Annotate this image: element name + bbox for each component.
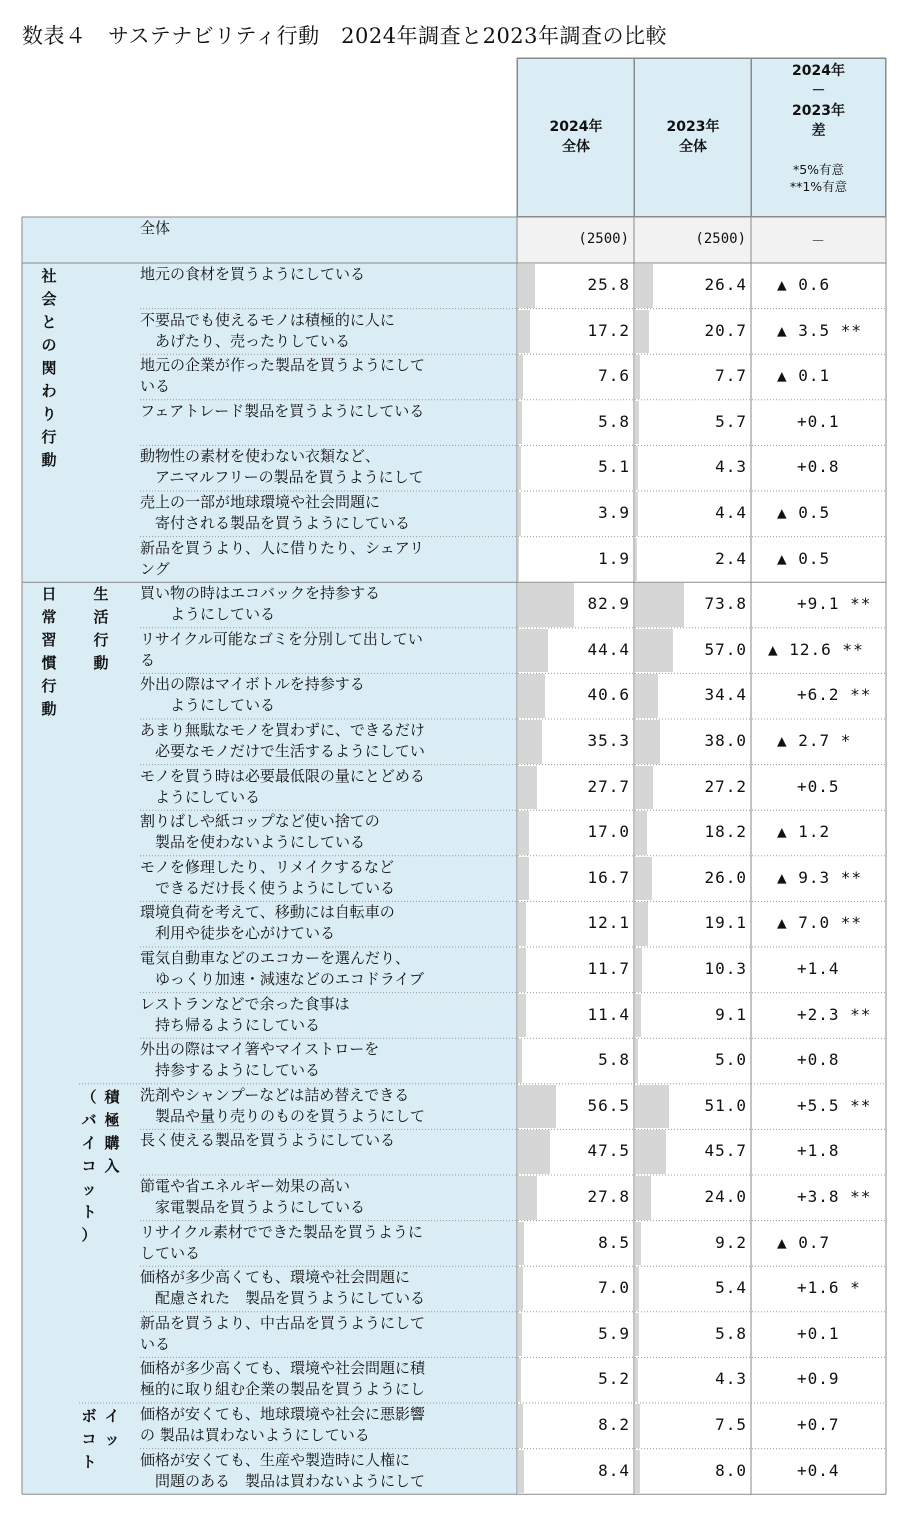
row-label-line: 価格が多少高くても、環境や社会問題に <box>140 1268 411 1287</box>
difference-value: +0.1 <box>797 1323 840 1343</box>
difference-value: +0.5 <box>797 776 840 796</box>
difference-value: ▲ 7.0 ** <box>777 913 863 933</box>
row-label-line: 新品を買うより、人に借りたり、シェアリ <box>140 538 425 557</box>
value-2023: 7.5 <box>715 1415 747 1434</box>
row-label-line: 電気自動車などのエコカーを選んだり、 <box>140 949 411 967</box>
row-label-line: ようにしている <box>140 696 276 715</box>
difference-value: +5.5 ** <box>797 1095 872 1115</box>
total-diff: － <box>811 234 826 250</box>
difference-value: ▲ 0.5 <box>777 503 831 522</box>
value-2024: 11.4 <box>587 1004 630 1024</box>
row-label-line: 価格が安くても、生産や製造時に人権に <box>140 1450 411 1469</box>
row-label-line: リサイクル素材でできた製品を買うように <box>140 1222 423 1241</box>
significance-note-5pct: *5%有意 <box>792 162 845 177</box>
header-2023-line1: 2023年 <box>666 119 720 135</box>
row-label-line: 環境負荷を考えて、移動には自転車の <box>140 903 395 922</box>
row-label-line: 新品を買うより、中古品を買うようにして <box>140 1313 426 1332</box>
value-2024: 5.8 <box>598 1050 630 1070</box>
value-2023: 27.2 <box>704 776 747 796</box>
row-label-line: 利用や徒歩を心がけている <box>140 924 336 943</box>
difference-value: +0.8 <box>797 1050 840 1070</box>
significance-note-1pct: **1%有意 <box>789 179 848 194</box>
difference-value: +9.1 ** <box>797 594 872 614</box>
row-label-line: ようにしている <box>140 787 261 806</box>
row-label-line: レストランなどで余った食事は <box>140 994 350 1013</box>
value-2024: 1.9 <box>598 548 630 568</box>
value-2023: 5.7 <box>715 411 747 431</box>
category-social-text: 社 会 と の 関 わ り 行 動 <box>41 267 57 469</box>
value-2024: 25.8 <box>587 275 630 294</box>
row-label-line: 寄付される製品を買うようにしている <box>140 514 411 532</box>
value-2024: 8.4 <box>598 1460 630 1480</box>
difference-value: +0.1 <box>797 411 840 431</box>
value-2024: 17.0 <box>587 822 630 842</box>
difference-value: +1.8 <box>797 1141 840 1161</box>
difference-value: +0.4 <box>797 1460 840 1480</box>
row-label-line: あげたり、売ったりしている <box>140 331 351 350</box>
value-2024: 16.7 <box>587 867 630 887</box>
difference-value: +1.4 <box>797 959 840 978</box>
value-2023: 5.4 <box>715 1278 747 1298</box>
difference-value: +0.8 <box>797 457 840 477</box>
row-label-line: 節電や省エネルギー効果の高い <box>140 1177 351 1195</box>
row-label-line: 製品や量り売りのものを買うようにして <box>140 1106 426 1125</box>
row-label-line: ようにしている <box>140 605 276 624</box>
value-2023: 26.4 <box>704 275 747 294</box>
value-2023: 24.0 <box>704 1187 747 1206</box>
row-label-line: している <box>140 1243 201 1262</box>
difference-value: +0.9 <box>797 1369 840 1389</box>
value-2023: 5.0 <box>715 1050 747 1070</box>
header-2024-line2: 全体 <box>562 139 590 155</box>
total-n-2023: (2500) <box>695 231 746 247</box>
table-grid-lines <box>22 58 886 1494</box>
row-label-line: 外出の際はマイ箸やマイストローを <box>140 1040 380 1059</box>
row-label-line: 価格が多少高くても、環境や社会問題に積 <box>140 1359 426 1378</box>
row-label-line: ゆっくり加速・減速などのエコドライブ <box>140 970 424 988</box>
value-2024: 27.7 <box>587 776 630 796</box>
value-2024: 17.2 <box>587 320 630 340</box>
row-label-line: 極的に取り組む企業の製品を買うようにし <box>140 1380 426 1399</box>
category-buycott-paren-text: （ バ イ コ ッ ト ） <box>81 1088 97 1244</box>
row-label-line: 外出の際はマイボトルを持参する <box>140 675 365 694</box>
row-label-line: 価格が安くても、地球環境や社会に悪影響 <box>140 1405 426 1423</box>
row-label-line: フェアトレード製品を買うようにしている <box>140 401 425 420</box>
row-label-line: モノを修理したり、リメイクするなど <box>140 857 394 876</box>
value-2023: 8.0 <box>715 1460 747 1480</box>
row-label-line: できるだけ長く使うようにしている <box>140 878 396 897</box>
value-2023: 45.7 <box>704 1141 747 1161</box>
difference-value: ▲ 0.6 <box>777 275 831 294</box>
value-2023: 38.0 <box>704 731 747 750</box>
value-2024: 12.1 <box>587 913 630 933</box>
row-label-line: 持ち帰るようにしている <box>140 1015 321 1034</box>
header-diff-line4: 差 <box>811 123 826 139</box>
difference-value: +2.3 ** <box>797 1004 872 1024</box>
value-2023: 4.3 <box>715 457 747 477</box>
header-diff-line3: 2023年 <box>792 103 845 119</box>
comparison-table <box>22 58 886 1494</box>
value-2024: 47.5 <box>587 1141 630 1161</box>
header-2023-line2: 全体 <box>679 139 707 155</box>
header-diff-line1: 2024年 <box>792 63 845 79</box>
difference-value: ▲ 2.7 * <box>777 731 852 750</box>
row-label-line: アニマルフリーの製品を買うようにして <box>140 468 424 487</box>
category-active-purchase-text: 積 極 購 入 <box>104 1088 120 1175</box>
category-boycott-b-text: イ ッ <box>104 1407 120 1448</box>
row-label-line: 長く使える製品を買うようにしている <box>140 1131 396 1150</box>
difference-value: ▲ 9.3 ** <box>777 867 863 887</box>
row-label-line: 買い物の時はエコバックを持参する <box>140 584 381 603</box>
category-daily-habits-text: 日 常 習 慣 行 動 <box>41 585 57 718</box>
value-2024: 44.4 <box>587 639 630 659</box>
value-2024: 11.7 <box>587 959 630 978</box>
value-2024: 5.8 <box>598 411 630 431</box>
difference-value: ▲ 0.1 <box>777 366 831 386</box>
row-label-line: 地元の企業が作った製品を買うようにして <box>140 356 426 375</box>
value-2023: 34.4 <box>704 685 747 705</box>
row-label-line: 不要品でも使えるモノは積極的に人に <box>140 310 395 329</box>
value-2024: 8.2 <box>598 1415 630 1434</box>
row-label-line: リサイクル可能なゴミを分別して出してい <box>140 629 423 648</box>
row-label-line: いる <box>140 377 171 396</box>
value-2024: 40.6 <box>587 685 630 705</box>
value-2023: 51.0 <box>704 1095 747 1115</box>
value-2023: 5.8 <box>715 1323 747 1343</box>
row-label-line: 動物性の素材を使わない衣類など、 <box>140 447 381 466</box>
difference-value: +6.2 ** <box>797 685 872 705</box>
value-2023: 26.0 <box>704 867 747 887</box>
value-2023: 9.1 <box>715 1004 747 1024</box>
difference-value: ▲ 0.5 <box>777 548 831 568</box>
value-2023: 9.2 <box>715 1232 747 1252</box>
value-2024: 7.0 <box>598 1278 630 1298</box>
row-label-line: 配慮された 製品を買うようにしている <box>140 1289 426 1308</box>
difference-value: +3.8 ** <box>797 1187 872 1206</box>
value-2024: 7.6 <box>598 366 630 386</box>
value-2023: 57.0 <box>704 639 747 659</box>
value-2023: 73.8 <box>704 594 747 614</box>
value-2023: 20.7 <box>704 320 747 340</box>
row-label-line: る <box>140 650 156 669</box>
category-life-action-text: 生 活 行 動 <box>93 585 109 672</box>
row-label-line: 売上の一部が地球環境や社会問題に <box>140 493 381 511</box>
value-2024: 8.5 <box>598 1232 630 1252</box>
row-label-line: 問題のある 製品は買わないようにして <box>140 1471 426 1490</box>
row-label-line: 割りばしや紙コップなど使い捨ての <box>140 812 380 831</box>
category-boycott-a-text: ボ コ ト <box>81 1407 97 1471</box>
value-2023: 19.1 <box>704 913 747 933</box>
header-2024-line1: 2024年 <box>549 119 603 135</box>
value-2024: 5.9 <box>598 1323 630 1343</box>
difference-value: +1.6 * <box>797 1278 861 1298</box>
row-label-line: あまり無駄なモノを買わずに、できるだけ <box>140 721 425 739</box>
value-2023: 10.3 <box>704 959 747 978</box>
value-2023: 4.3 <box>715 1369 747 1389</box>
row-label-line: 必要なモノだけで生活するようにしてい <box>140 742 425 760</box>
header-diff-line2: － <box>811 83 826 99</box>
value-2023: 4.4 <box>715 503 747 522</box>
value-2023: 7.7 <box>715 366 747 386</box>
difference-value: ▲ 1.2 <box>777 822 831 842</box>
row-label-line: 家電製品を買うようにしている <box>140 1198 366 1216</box>
value-2024: 27.8 <box>587 1187 630 1206</box>
difference-value: ▲ 0.7 <box>777 1232 831 1252</box>
total-n-2024: (2500) <box>578 231 629 247</box>
row-label-line: 持参するようにしている <box>140 1061 321 1080</box>
row-label-line: 製品を使わないようにしている <box>140 833 366 852</box>
value-2023: 2.4 <box>715 548 747 568</box>
row-label-line: モノを買う時は必要最低限の量にとどめる <box>140 766 425 785</box>
table-title: 数表４ サステナビリティ行動 2024年調査と2023年調査の比較 <box>22 24 668 48</box>
row-label-line: 洗剤やシャンプーなどは詰め替えできる <box>140 1085 410 1104</box>
row-label-line: の 製品は買わないようにしている <box>140 1426 370 1444</box>
total-row-label: 全体 <box>140 219 171 237</box>
row-label-line: 地元の食材を買うようにしている <box>140 265 366 283</box>
row-label-line: ング <box>140 559 170 578</box>
difference-value: +0.7 <box>797 1415 840 1434</box>
value-2024: 5.1 <box>598 457 630 477</box>
difference-value: ▲ 3.5 ** <box>777 320 863 340</box>
value-2024: 5.2 <box>598 1369 630 1389</box>
row-label-line: いる <box>140 1334 171 1353</box>
value-2024: 82.9 <box>587 594 630 614</box>
value-2023: 18.2 <box>704 822 747 842</box>
value-2024: 3.9 <box>598 503 630 522</box>
value-2024: 35.3 <box>587 731 630 750</box>
value-2024: 56.5 <box>587 1095 630 1115</box>
difference-value: ▲ 12.6 ** <box>768 639 864 659</box>
